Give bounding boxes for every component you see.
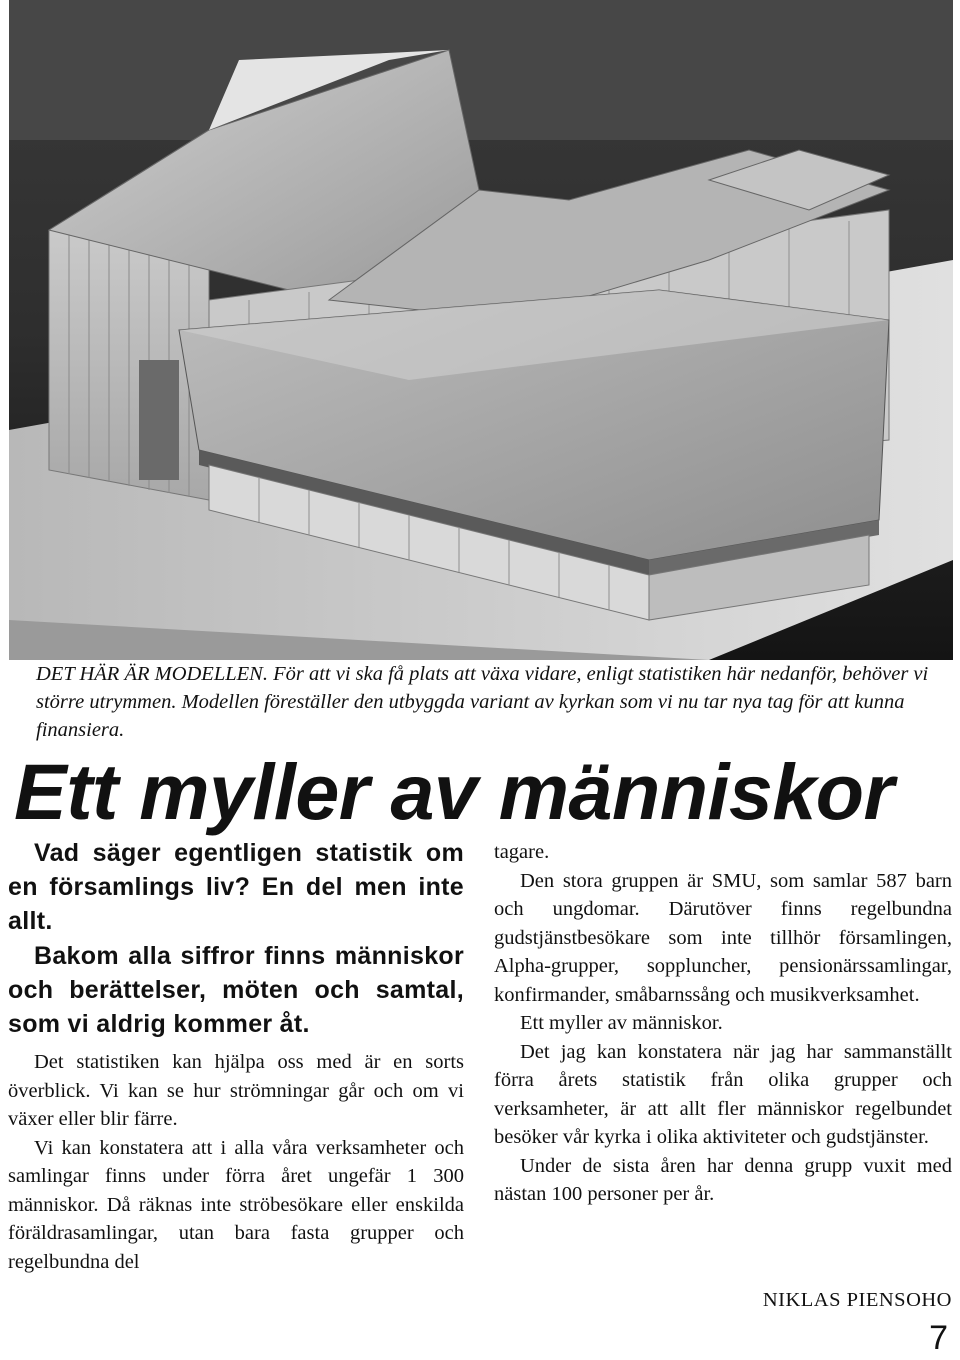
photo-caption: DET HÄR ÄR MODELLEN. För att vi ska få plats att växa vidare, enligt statistiken här nedanför, behöver vi större utrymmen. Modellen föreställer den utbyggda variant av kyrkan som vi nu tar nya tag för att kunna finansiera. xyxy=(36,663,929,741)
church-model-illustration xyxy=(9,0,953,660)
lead-paragraph: Bakom alla siffror finns människor och berättelser, möten och samtal, som vi aldrig kommer åt. xyxy=(8,942,464,1038)
page-number: 7 xyxy=(929,1319,948,1357)
body-paragraph: Ett myller av människor. xyxy=(520,1012,723,1034)
body-paragraph: Det jag kan konstatera när jag har sammanställt förra årets statistik från olika grupper och verksamheter, är att allt fler människor regelbundet besöker vår kyrka i olika aktiviteter och gudstjänster. xyxy=(494,1040,952,1148)
lead-paragraph: Vad säger egentligen statistik om en församlings liv? En del men inte allt. xyxy=(8,839,464,935)
body-paragraph: Den stora gruppen är SMU, som samlar 587 barn och ungdomar. Därutöver finns regelbundna gudstjänstbesökare som inte tillhör församlingen, Alpha-grupper, soppluncher, pensionärssamlingar, konfirmander, småbarnssång och musikverksamhet. xyxy=(494,869,952,1006)
author-signature: NIKLAS PIENSOHO xyxy=(762,1289,952,1311)
body-paragraph: Vi kan konstatera att i alla våra verksamheter och samlingar finns under förra året ungefär 1 300 människor. Då räknas inte ströbesökare eller enskilda föräldrasamlingar, utan bara fasta grupper och regelbundna del xyxy=(8,1136,464,1273)
body-continuation: tagare. xyxy=(494,841,550,863)
left-column xyxy=(8,836,464,1276)
church-model-photo xyxy=(9,0,953,660)
right-column xyxy=(494,838,952,1209)
article-headline: Ett myller av människor xyxy=(14,747,894,836)
body-paragraph: Under de sista åren har denna grupp vuxit med nästan 100 personer per år. xyxy=(494,1154,952,1205)
body-paragraph: Det statistiken kan hjälpa oss med är en sorts överblick. Vi kan se hur strömningar går och om vi växer eller blir färre. xyxy=(8,1051,464,1130)
